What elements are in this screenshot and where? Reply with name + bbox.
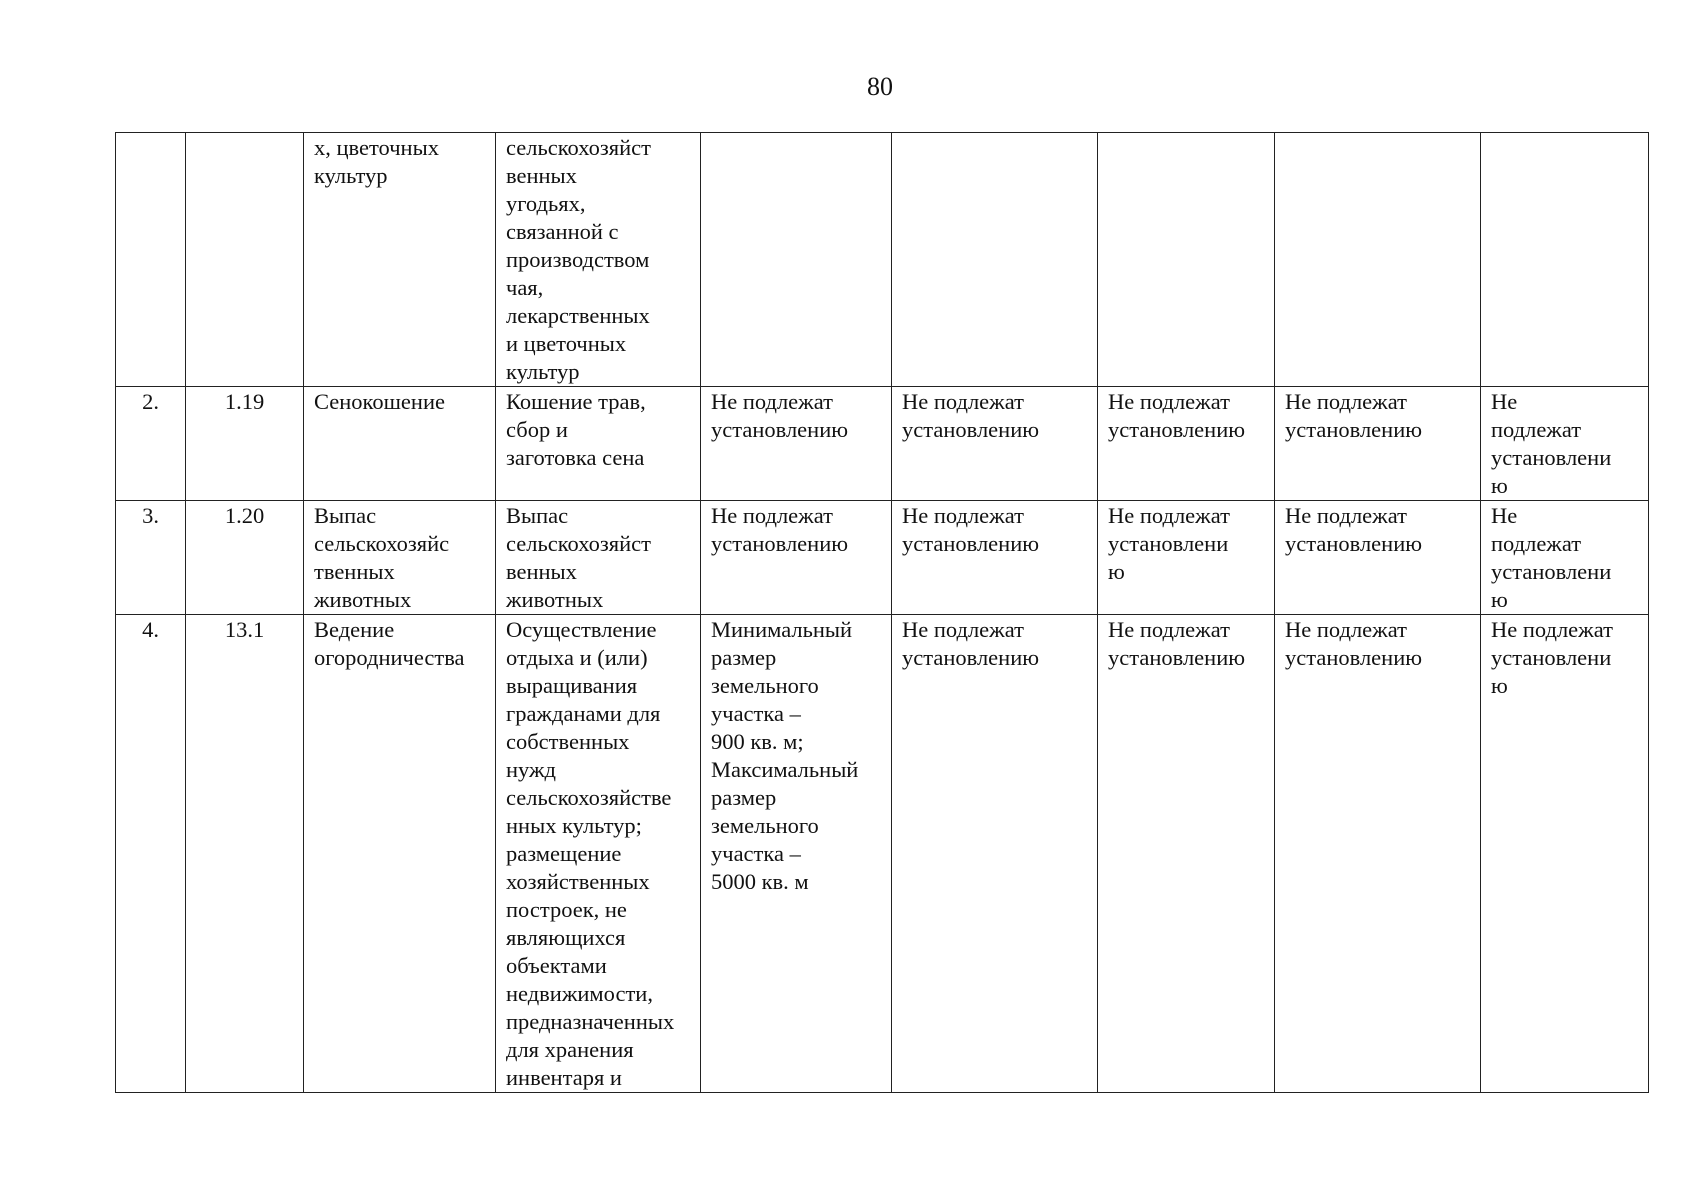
use-type-cell: Сенокошение xyxy=(304,387,496,501)
parameter-cell: Не подлежат установлению xyxy=(892,501,1098,615)
use-type-cell: Ведение огородничества xyxy=(304,615,496,1093)
description-cell: Осуществление отдыха и (или) выращивания гражданами для собственных нужд сельскохозяйстве нных культур; размещение хозяйственных построек, не являющихся объектами недвижимости, предназначенных для хранения инвентаря и xyxy=(496,615,701,1093)
plot-size-cell: Не подлежат установлению xyxy=(701,501,892,615)
parameter-cell xyxy=(1098,133,1275,387)
code-cell: 13.1 xyxy=(186,615,304,1093)
plot-size-cell xyxy=(701,133,892,387)
parameter-cell: Не подлежат установлению xyxy=(1275,501,1481,615)
row-number-cell: 2. xyxy=(116,387,186,501)
page-number: 80 xyxy=(867,72,893,101)
plot-size-cell: Не подлежат установлению xyxy=(701,387,892,501)
code-cell: 1.20 xyxy=(186,501,304,615)
parameter-cell: Не подлежат установлению xyxy=(1098,387,1275,501)
parameter-cell xyxy=(1275,133,1481,387)
parameter-cell: Не подлежат установлени ю xyxy=(1481,501,1649,615)
description-cell: Выпас сельскохозяйст венных животных xyxy=(496,501,701,615)
parameter-cell xyxy=(892,133,1098,387)
use-type-cell: Выпас сельскохозяйс твенных животных xyxy=(304,501,496,615)
table-row xyxy=(116,387,1649,501)
parameter-cell: Не подлежат установлению xyxy=(1098,615,1275,1093)
parameter-cell: Не подлежат установлению xyxy=(1275,387,1481,501)
table-row xyxy=(116,501,1649,615)
table-row xyxy=(116,133,1649,387)
parameter-cell xyxy=(1481,133,1649,387)
row-number-cell: 3. xyxy=(116,501,186,615)
code-cell: 1.19 xyxy=(186,387,304,501)
parameter-cell: Не подлежат установлению xyxy=(892,387,1098,501)
row-number-cell: 4. xyxy=(116,615,186,1093)
parameter-cell: Не подлежат установлению xyxy=(1275,615,1481,1093)
code-cell xyxy=(186,133,304,387)
plot-size-cell: Минимальный размер земельного участка – 900 кв. м; Максимальный размер земельного участка – 5000 кв. м xyxy=(701,615,892,1093)
use-type-cell: х, цветочных культур xyxy=(304,133,496,387)
description-cell: сельскохозяйст венных угодьях, связанной с производством чая, лекарственных и цветочных культур xyxy=(496,133,701,387)
land-use-table xyxy=(115,132,1649,1093)
parameter-cell: Не подлежат установлени ю xyxy=(1481,387,1649,501)
table-row xyxy=(116,615,1649,1093)
parameter-cell: Не подлежат установлению xyxy=(892,615,1098,1093)
parameter-cell: Не подлежат установлени ю xyxy=(1481,615,1649,1093)
parameter-cell: Не подлежат установлени ю xyxy=(1098,501,1275,615)
description-cell: Кошение трав, сбор и заготовка сена xyxy=(496,387,701,501)
row-number-cell xyxy=(116,133,186,387)
